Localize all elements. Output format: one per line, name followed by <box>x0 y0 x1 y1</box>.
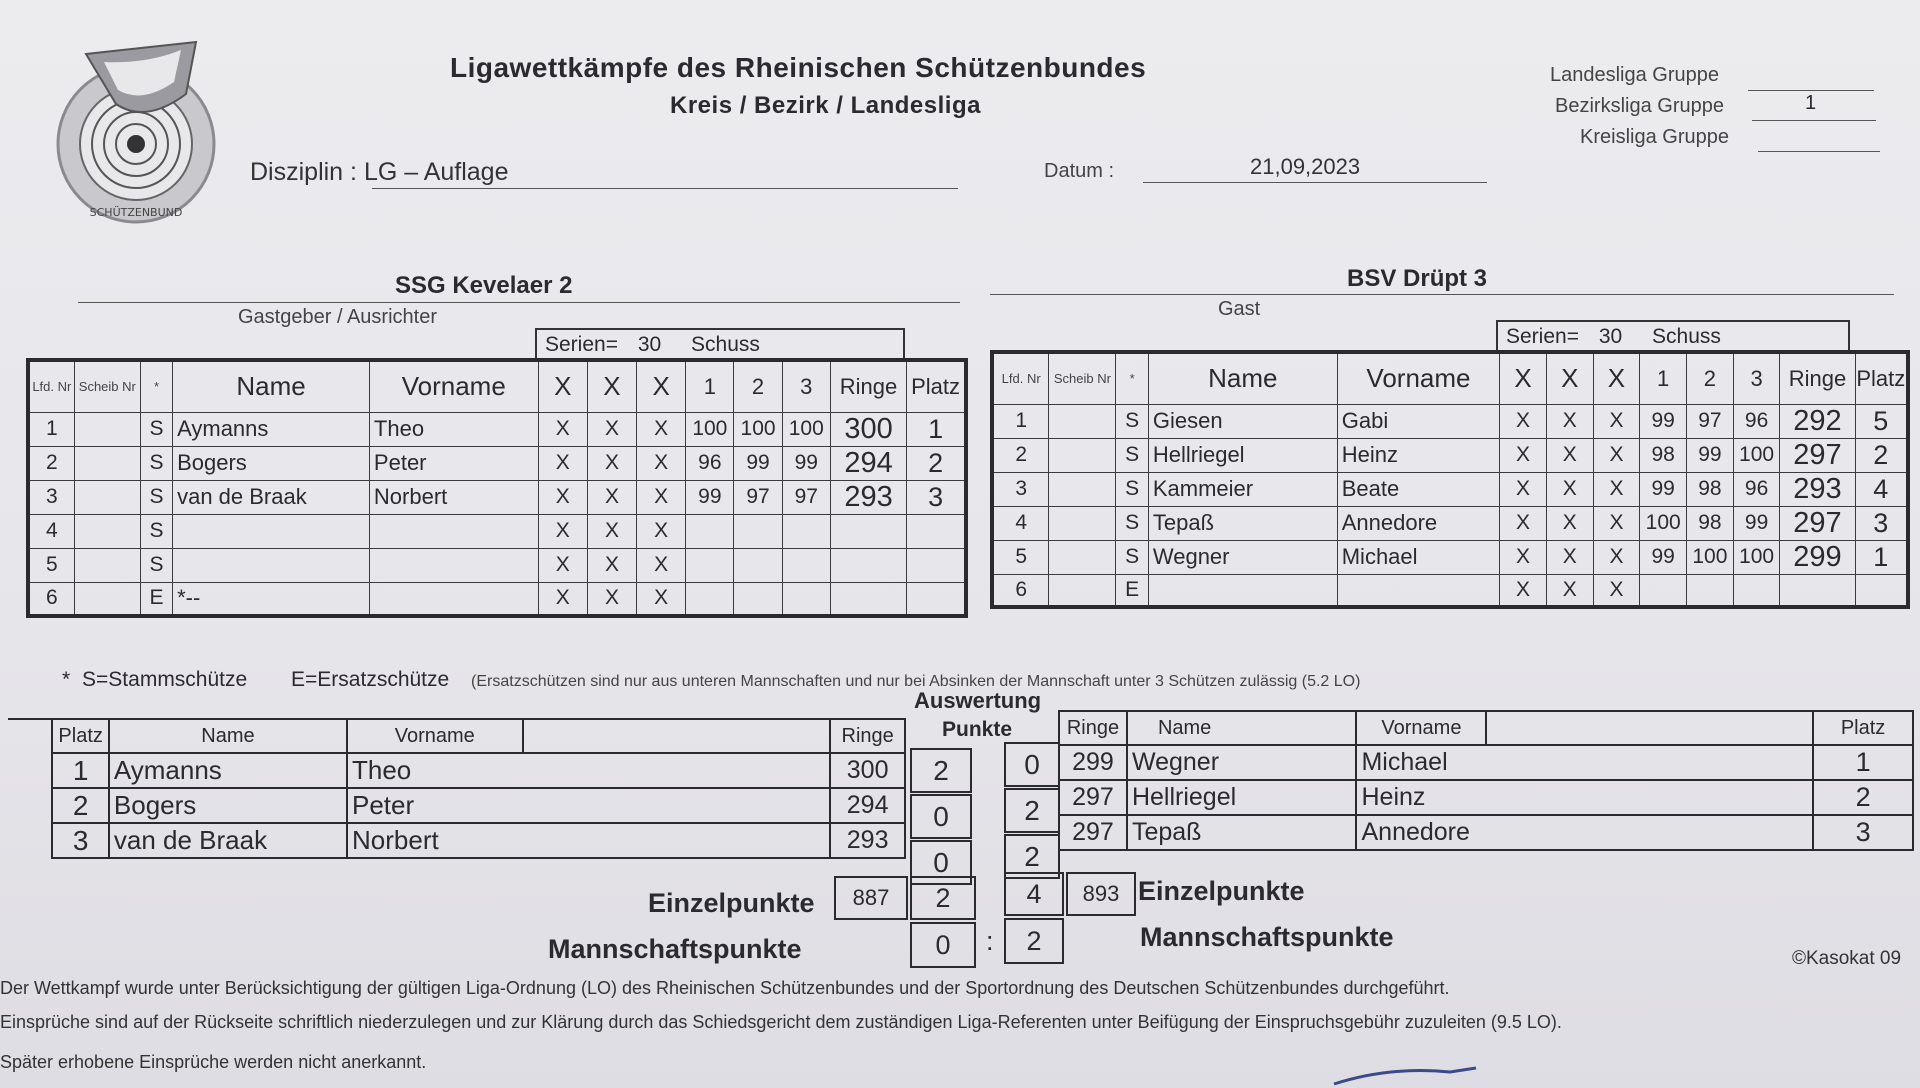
platz-value: 2 <box>1813 780 1913 815</box>
scheib-nr-cell <box>1049 438 1116 472</box>
shooter-vorname <box>369 548 538 582</box>
ringe-value: 294 <box>830 446 906 480</box>
x-mark: X <box>538 514 587 548</box>
serie-1-value: 100 <box>1640 506 1687 540</box>
col-lfd-nr: Lfd. Nr <box>28 360 74 412</box>
guest-serien-header: Serien= 30 Schuss <box>1496 320 1850 352</box>
shooter-type: S <box>1116 506 1148 540</box>
x-mark: X <box>1546 540 1593 574</box>
footer-line-3: Später erhobene Einsprüche werden nicht anerkannt. <box>0 1052 427 1072</box>
legend-star: * <box>62 668 71 691</box>
guest-mannschaftspunkte: 2 <box>1004 918 1064 964</box>
shooter-vorname: Norbert <box>347 823 523 858</box>
scheib-nr-cell <box>74 480 140 514</box>
shooter-type: E <box>1116 574 1148 607</box>
guest-einzelpunkte-label: Einzelpunkte <box>1138 876 1305 906</box>
shooter-type: S <box>1116 404 1148 438</box>
scheib-nr-cell <box>74 412 140 446</box>
home-team-line <box>78 302 960 303</box>
ringe-value <box>1780 574 1855 607</box>
platz-value: 2 <box>52 788 109 823</box>
shooter-name <box>173 514 370 548</box>
col-name: Name <box>109 719 347 753</box>
ringe-value: 297 <box>1059 780 1127 815</box>
x-mark: X <box>1593 472 1640 506</box>
col-name: Name <box>1127 711 1357 745</box>
landesliga-label: Landesliga Gruppe <box>1550 64 1720 86</box>
col-serie-2: 2 <box>1687 352 1734 404</box>
col-vorname: Vorname <box>347 719 523 753</box>
home-auswertung-header <box>8 719 905 753</box>
ringe-value: 300 <box>830 753 905 788</box>
row-number: 4 <box>992 506 1049 540</box>
x-mark: X <box>637 548 686 582</box>
signature-stroke <box>1330 1062 1480 1088</box>
col-star: * <box>140 360 172 412</box>
col-serie-1: 1 <box>686 360 734 412</box>
shooter-row <box>28 412 966 446</box>
x-mark: X <box>538 480 587 514</box>
shooter-row <box>28 548 966 582</box>
x-mark: X <box>538 548 587 582</box>
platz-value: 1 <box>52 753 109 788</box>
col-ringe: Ringe <box>830 719 905 753</box>
row-number: 2 <box>992 438 1049 472</box>
punkte-value: 2 <box>910 748 972 793</box>
serie-2-value: 100 <box>1687 540 1734 574</box>
serie-1-value <box>1640 574 1687 607</box>
x-mark: X <box>587 514 636 548</box>
x-mark: X <box>637 412 686 446</box>
row-number: 2 <box>28 446 74 480</box>
punkte-value: 0 <box>1004 742 1060 787</box>
home-mannschaftspunkte: 0 <box>910 922 976 968</box>
platz-value: 3 <box>907 480 966 514</box>
discipline-line <box>372 188 958 189</box>
serie-3-value: 100 <box>1733 540 1780 574</box>
col-x: X <box>538 360 587 412</box>
col-x: X <box>1593 352 1640 404</box>
x-mark: X <box>1546 404 1593 438</box>
x-mark: X <box>1500 404 1547 438</box>
x-mark: X <box>637 480 686 514</box>
shooter-vorname <box>1337 574 1499 607</box>
col-x: X <box>1500 352 1547 404</box>
col-platz: Platz <box>907 360 966 412</box>
serie-1-value <box>686 582 734 616</box>
col-x: X <box>637 360 686 412</box>
shooter-vorname: Michael <box>1356 745 1486 780</box>
col-ringe: Ringe <box>1059 711 1127 745</box>
serie-3-value: 97 <box>782 480 830 514</box>
x-mark: X <box>1500 506 1547 540</box>
platz-value: 2 <box>1855 438 1908 472</box>
shooter-name <box>1148 574 1337 607</box>
platz-value <box>907 582 966 616</box>
x-mark: X <box>1500 472 1547 506</box>
shooter-vorname <box>369 514 538 548</box>
ringe-value: 293 <box>1780 472 1855 506</box>
shooter-name: van de Braak <box>109 823 347 858</box>
auswertung-row <box>8 753 905 788</box>
guest-header-row <box>992 352 1908 404</box>
ringe-value: 299 <box>1780 540 1855 574</box>
shooter-vorname: Michael <box>1337 540 1499 574</box>
legend-ersatzschuetze: E=Ersatzschütze <box>291 668 450 691</box>
col-serie-2: 2 <box>734 360 782 412</box>
x-mark: X <box>1500 438 1547 472</box>
punkte-value: 0 <box>910 794 972 839</box>
row-number: 3 <box>992 472 1049 506</box>
punkte-value: 2 <box>1004 788 1060 833</box>
shooter-vorname: Theo <box>369 412 538 446</box>
bezirksliga-label: Bezirksliga Gruppe <box>1555 95 1724 117</box>
shooter-type: S <box>140 514 172 548</box>
serie-1-value <box>686 514 734 548</box>
guest-team-line <box>990 294 1894 295</box>
footer-line-1: Der Wettkampf wurde unter Berücksichtigung der gültigen Liga-Ordnung (LO) des Rheinischen Schützenbundes und der Sportordnung des Deutschen Schützenbundes durchgeführt. <box>0 978 1450 998</box>
col-platz: Platz <box>1813 711 1913 745</box>
score-separator: : <box>986 926 994 956</box>
serie-3-value: 96 <box>1733 472 1780 506</box>
shooter-row <box>28 514 966 548</box>
x-mark: X <box>1593 506 1640 540</box>
guest-auswertung-header <box>1059 711 1913 745</box>
col-lfd-nr: Lfd. Nr <box>992 352 1049 404</box>
x-mark: X <box>1546 574 1593 607</box>
bezirksliga-value: 1 <box>1805 92 1817 114</box>
serie-1-value: 98 <box>1640 438 1687 472</box>
ringe-value: 293 <box>830 480 906 514</box>
platz-value: 5 <box>1855 404 1908 438</box>
col-name: Name <box>1148 352 1337 404</box>
serie-2-value: 98 <box>1687 506 1734 540</box>
guest-total-ringe: 893 <box>1066 872 1136 916</box>
serie-1-value: 99 <box>1640 472 1687 506</box>
x-mark: X <box>587 582 636 616</box>
date-line <box>1143 182 1487 183</box>
serie-2-value <box>734 548 782 582</box>
shooter-type: S <box>140 548 172 582</box>
serie-1-value: 96 <box>686 446 734 480</box>
home-team-name: SSG Kevelaer 2 <box>395 272 573 299</box>
scheib-nr-cell <box>74 582 140 616</box>
shooter-vorname: Gabi <box>1337 404 1499 438</box>
serie-3-value <box>1733 574 1780 607</box>
serie-1-value <box>686 548 734 582</box>
row-number: 6 <box>992 574 1049 607</box>
col-platz: Platz <box>1855 352 1908 404</box>
shooter-name: Bogers <box>173 446 370 480</box>
shooter-name: van de Braak <box>173 480 370 514</box>
auswertung-row <box>1059 745 1913 780</box>
col-ringe: Ringe <box>830 360 906 412</box>
home-total-ringe: 887 <box>834 876 908 920</box>
punkte-value: 0 <box>910 840 972 885</box>
shooter-type: S <box>140 446 172 480</box>
x-mark: X <box>1500 540 1547 574</box>
col-vorname: Vorname <box>1356 711 1486 745</box>
shooter-name: Kammeier <box>1148 472 1337 506</box>
serie-3-value <box>782 548 830 582</box>
shooter-name: *-- <box>173 582 370 616</box>
footer-line-2: Einsprüche sind auf der Rückseite schriftlich niederzulegen und zur Klärung durch das Schiedsgericht dem zuständigen Liga-Referenten unter Beifügung der Einspruchsgebühr zuzuleiten (9.5 LO). <box>0 1012 1562 1032</box>
copyright: ©Kasokat 09 <box>1792 948 1902 969</box>
x-mark: X <box>587 548 636 582</box>
guest-team-name: BSV Drüpt 3 <box>1347 265 1488 292</box>
shooter-name: Aymanns <box>173 412 370 446</box>
shooter-type: S <box>1116 472 1148 506</box>
shooter-row <box>992 574 1908 607</box>
shooter-name: Giesen <box>1148 404 1337 438</box>
row-number: 4 <box>28 514 74 548</box>
shooter-vorname: Peter <box>369 446 538 480</box>
shooter-vorname: Theo <box>347 753 523 788</box>
col-platz: Platz <box>52 719 109 753</box>
x-mark: X <box>538 446 587 480</box>
serie-3-value: 99 <box>1733 506 1780 540</box>
shooter-name: Tepaß <box>1148 506 1337 540</box>
shooter-name: Aymanns <box>109 753 347 788</box>
form-title: Ligawettkämpfe des Rheinischen Schützenbundes <box>450 52 1147 83</box>
ringe-value: 300 <box>830 412 906 446</box>
shooter-vorname: Norbert <box>369 480 538 514</box>
serie-2-value: 99 <box>1687 438 1734 472</box>
punkte-label: Punkte <box>942 718 1013 741</box>
shooter-vorname: Beate <box>1337 472 1499 506</box>
serie-2-value: 99 <box>734 446 782 480</box>
shooter-row <box>992 506 1908 540</box>
x-mark: X <box>1593 404 1640 438</box>
ringe-value <box>830 582 906 616</box>
platz-value: 1 <box>1855 540 1908 574</box>
home-auswertung-table <box>8 718 906 859</box>
shooter-type: S <box>1116 438 1148 472</box>
home-header-row <box>28 360 966 412</box>
col-scheib-nr: Scheib Nr <box>74 360 140 412</box>
shooter-row <box>992 472 1908 506</box>
svg-text:SCHÜTZENBUND: SCHÜTZENBUND <box>89 206 183 219</box>
x-mark: X <box>538 582 587 616</box>
guest-shooters-table <box>990 350 1910 609</box>
x-mark: X <box>538 412 587 446</box>
x-mark: X <box>587 480 636 514</box>
home-mannschaftspunkte-label: Mannschaftspunkte <box>548 934 802 964</box>
shooter-vorname: Peter <box>347 788 523 823</box>
x-mark: X <box>637 514 686 548</box>
shooter-row <box>28 582 966 616</box>
shooter-name: Hellriegel <box>1148 438 1337 472</box>
guest-punkte-column <box>1004 742 1060 880</box>
shooter-vorname: Annedore <box>1356 815 1486 850</box>
shooter-type: S <box>140 412 172 446</box>
guest-auswertung-table <box>1058 710 1914 851</box>
serie-1-value: 99 <box>1640 404 1687 438</box>
platz-value: 3 <box>1855 506 1908 540</box>
serie-3-value: 99 <box>782 446 830 480</box>
home-einzelpunkte: 2 <box>910 876 976 920</box>
shooter-name: Bogers <box>109 788 347 823</box>
rsb-logo-emblem <box>46 34 226 224</box>
shooter-name: Wegner <box>1148 540 1337 574</box>
auswertung-row <box>1059 815 1913 850</box>
col-ringe: Ringe <box>1780 352 1855 404</box>
home-team-role: Gastgeber / Ausrichter <box>238 306 437 328</box>
x-mark: X <box>1546 472 1593 506</box>
shooter-type: S <box>140 480 172 514</box>
ringe-value <box>830 548 906 582</box>
platz-value: 3 <box>52 823 109 858</box>
shooter-row <box>992 540 1908 574</box>
discipline-label: Disziplin : LG – Auflage <box>250 158 509 186</box>
x-mark: X <box>1546 438 1593 472</box>
shooter-name: Hellriegel <box>1127 780 1357 815</box>
shooter-name <box>173 548 370 582</box>
ringe-value: 292 <box>1780 404 1855 438</box>
shooter-row <box>992 404 1908 438</box>
serie-3-value <box>782 582 830 616</box>
auswertung-row <box>8 823 905 858</box>
legend-note: (Ersatzschützen sind nur aus unteren Mannschaften und nur bei Absinken der Mannschaft unter 3 Schützen zulässig (5.2 LO) <box>471 673 1361 690</box>
col-serie-1: 1 <box>1640 352 1687 404</box>
ringe-value: 293 <box>830 823 905 858</box>
serie-2-value: 98 <box>1687 472 1734 506</box>
x-mark: X <box>587 446 636 480</box>
ringe-value: 297 <box>1780 438 1855 472</box>
x-mark: X <box>1593 574 1640 607</box>
x-mark: X <box>637 582 686 616</box>
x-mark: X <box>1546 506 1593 540</box>
serie-2-value <box>734 514 782 548</box>
kreisliga-line <box>1758 151 1880 152</box>
shooter-vorname <box>369 582 538 616</box>
scheib-nr-cell <box>74 548 140 582</box>
serie-3-value <box>782 514 830 548</box>
date-value: 21,09,2023 <box>1250 154 1361 179</box>
ringe-value <box>830 514 906 548</box>
guest-mannschaftspunkte-label: Mannschaftspunkte <box>1140 922 1394 952</box>
shooter-row <box>992 438 1908 472</box>
guest-einzelpunkte: 4 <box>1004 872 1064 916</box>
date-label: Datum : <box>1044 160 1115 182</box>
col-scheib-nr: Scheib Nr <box>1049 352 1116 404</box>
platz-value <box>1855 574 1908 607</box>
home-serien-header: Serien= 30 Schuss <box>535 328 905 360</box>
landesliga-line <box>1748 90 1874 91</box>
row-number: 1 <box>28 412 74 446</box>
shooter-row <box>28 446 966 480</box>
home-einzelpunkte-label: Einzelpunkte <box>648 888 815 918</box>
row-number: 6 <box>28 582 74 616</box>
kreisliga-label: Kreisliga Gruppe <box>1580 126 1729 148</box>
serie-2-value: 97 <box>734 480 782 514</box>
ringe-value: 297 <box>1059 815 1127 850</box>
serie-1-value: 100 <box>686 412 734 446</box>
home-punkte-column <box>910 748 972 886</box>
auswertung-row <box>8 788 905 823</box>
col-x: X <box>1546 352 1593 404</box>
scheib-nr-cell <box>74 446 140 480</box>
shooter-name: Tepaß <box>1127 815 1357 850</box>
platz-value: 3 <box>1813 815 1913 850</box>
serie-1-value: 99 <box>1640 540 1687 574</box>
col-star: * <box>1116 352 1148 404</box>
serie-1-value: 99 <box>686 480 734 514</box>
shooter-row <box>28 480 966 514</box>
col-x: X <box>587 360 636 412</box>
x-mark: X <box>587 412 636 446</box>
scheib-nr-cell <box>1049 472 1116 506</box>
scheib-nr-cell <box>1049 506 1116 540</box>
auswertung-row <box>1059 780 1913 815</box>
platz-value: 2 <box>907 446 966 480</box>
row-number: 5 <box>992 540 1049 574</box>
row-number: 3 <box>28 480 74 514</box>
platz-value: 4 <box>1855 472 1908 506</box>
form-subtitle: Kreis / Bezirk / Landesliga <box>670 92 981 119</box>
serie-2-value: 97 <box>1687 404 1734 438</box>
col-vorname: Vorname <box>1337 352 1499 404</box>
auswertung-title: Auswertung <box>914 688 1042 713</box>
platz-value <box>907 548 966 582</box>
col-vorname: Vorname <box>369 360 538 412</box>
row-number: 5 <box>28 548 74 582</box>
x-mark: X <box>1593 438 1640 472</box>
x-mark: X <box>637 446 686 480</box>
col-name: Name <box>173 360 370 412</box>
row-number: 1 <box>992 404 1049 438</box>
ringe-value: 297 <box>1780 506 1855 540</box>
x-mark: X <box>1500 574 1547 607</box>
serie-3-value: 96 <box>1733 404 1780 438</box>
platz-value: 1 <box>907 412 966 446</box>
scheib-nr-cell <box>74 514 140 548</box>
shooter-vorname: Annedore <box>1337 506 1499 540</box>
guest-team-role: Gast <box>1218 298 1261 320</box>
col-serie-3: 3 <box>782 360 830 412</box>
ringe-value: 299 <box>1059 745 1127 780</box>
home-shooters-table <box>26 358 968 618</box>
legend-stammschuetze: S=Stammschütze <box>82 668 248 691</box>
discipline-value: LG – Auflage <box>363 158 509 186</box>
serie-2-value <box>1687 574 1734 607</box>
legend <box>62 668 1360 692</box>
serie-3-value: 100 <box>1733 438 1780 472</box>
serie-3-value: 100 <box>782 412 830 446</box>
x-mark: X <box>1593 540 1640 574</box>
ringe-value: 294 <box>830 788 905 823</box>
bezirksliga-line <box>1752 120 1876 121</box>
shooter-vorname: Heinz <box>1337 438 1499 472</box>
platz-value: 1 <box>1813 745 1913 780</box>
shooter-type: S <box>1116 540 1148 574</box>
serie-2-value: 100 <box>734 412 782 446</box>
scheib-nr-cell <box>1049 540 1116 574</box>
serie-2-value <box>734 582 782 616</box>
shooter-type: E <box>140 582 172 616</box>
platz-value <box>907 514 966 548</box>
punkte-value: 2 <box>1004 834 1060 879</box>
scheib-nr-cell <box>1049 404 1116 438</box>
scheib-nr-cell <box>1049 574 1116 607</box>
col-serie-3: 3 <box>1733 352 1780 404</box>
shooter-name: Wegner <box>1127 745 1357 780</box>
shooter-vorname: Heinz <box>1356 780 1486 815</box>
